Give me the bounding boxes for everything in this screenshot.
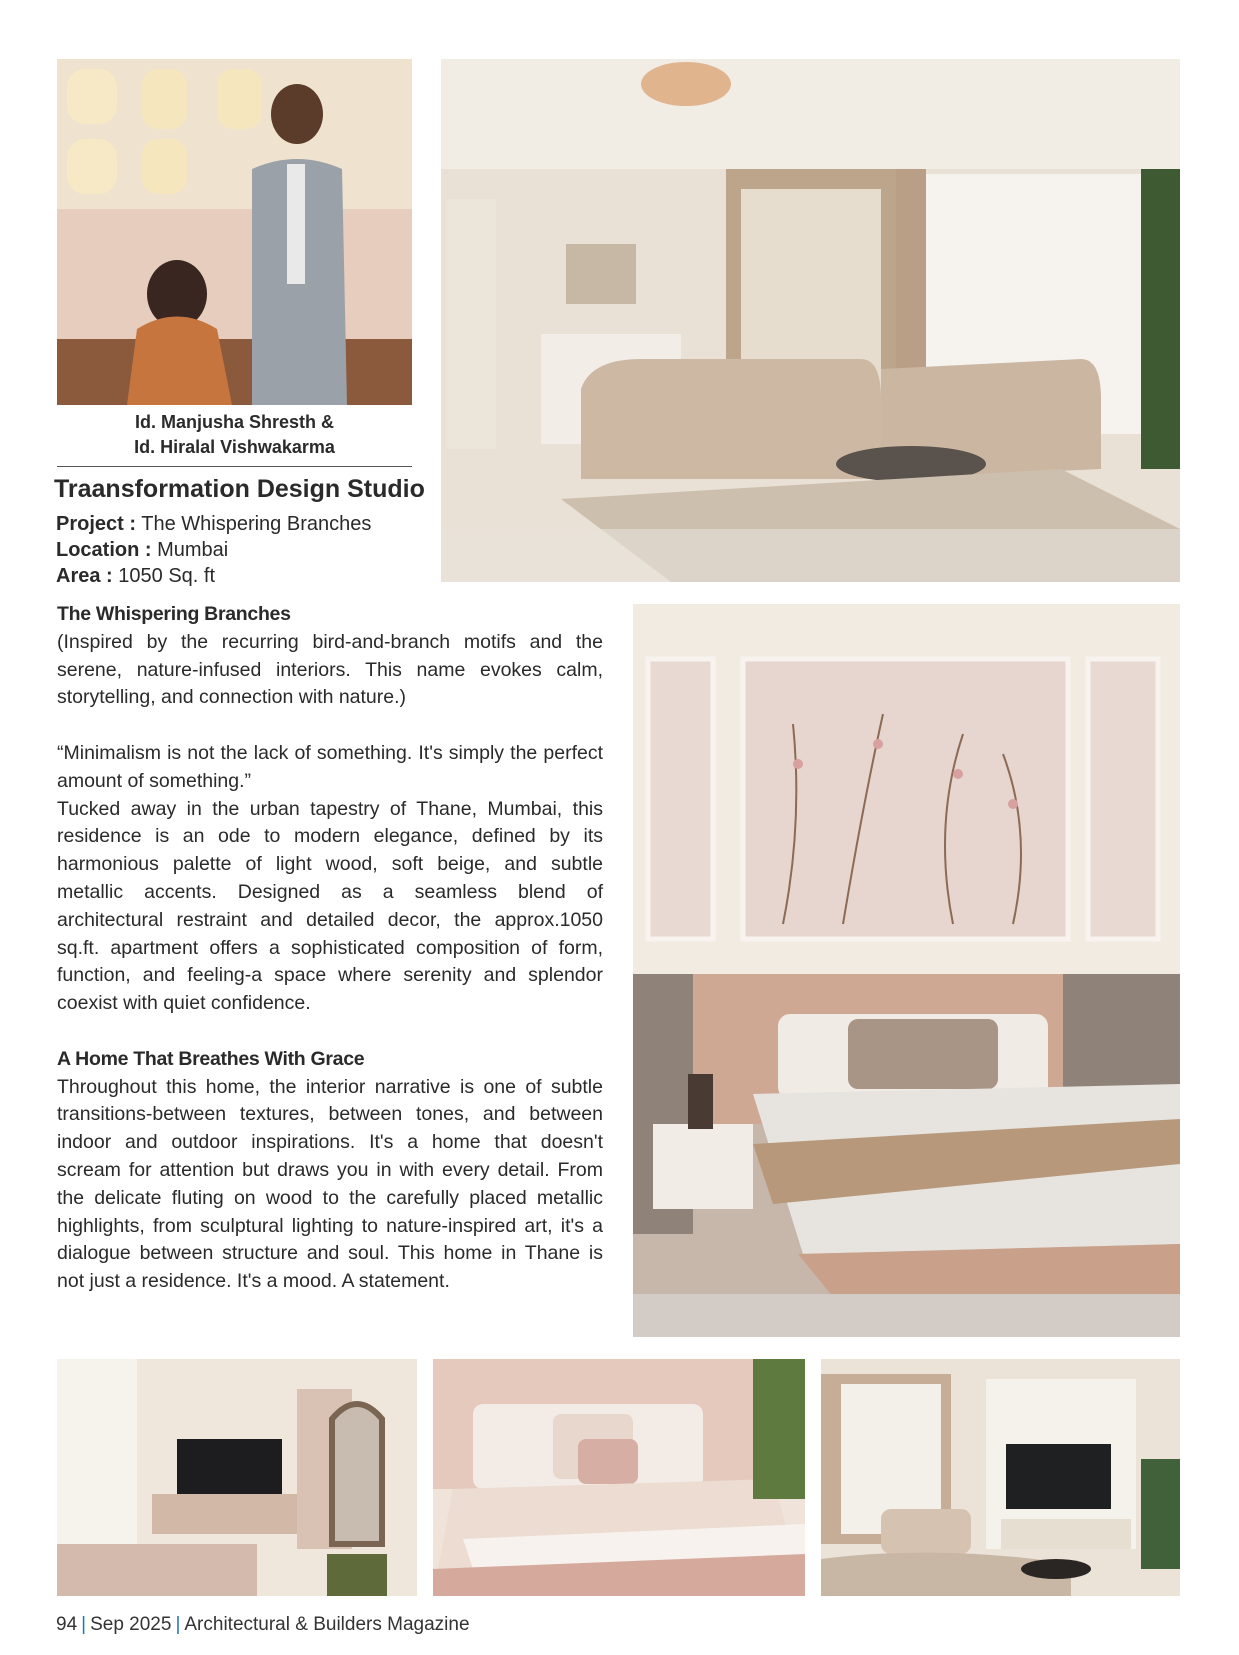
area-value: 1050 Sq. ft: [118, 565, 216, 587]
caption-divider: [57, 466, 412, 467]
designers-caption: [57, 410, 412, 460]
footer-separator: |: [81, 1614, 87, 1635]
living-room-photo: [441, 59, 1180, 582]
article-quote: “Minimalism is not the lack of something. It's simply the perfect amount of something.”: [57, 741, 603, 792]
article-paragraph-2: Throughout this home, the interior narrative is one of subtle transitions-between textures, between tones, and between indoor and outdoor inspirations. It's a home that doesn't scream for attention but draws you in with every detail. From the delicate fluting on wood to the carefully placed metallic highlights, from sculptural lighting to nature-inspired art, it's a dialogue between structure and soul. This home in Thane is not just a residence. It's a mood. A statement.: [57, 1075, 603, 1293]
designers-portrait-photo: [57, 59, 412, 405]
caption-line-2: Id. Hiralal Vishwakarma: [134, 437, 335, 457]
article-heading-1: The Whispering Branches: [57, 603, 291, 625]
caption-line-1: Id. Manjusha Shresth &: [134, 412, 335, 432]
location-label: Location :: [56, 539, 152, 561]
issue-date: Sep 2025: [90, 1614, 172, 1635]
paragraph-gap: [57, 712, 603, 740]
magazine-name: Architectural & Builders Magazine: [184, 1614, 470, 1635]
study-area-photo: [57, 1359, 417, 1596]
article-paragraph-1: Tucked away in the urban tapestry of Thane, Mumbai, this residence is an ode to modern elegance, defined by its harmonious palette of light wood, soft beige, and subtle metallic accents. Designed as a seamless blend of architectural restraint and detailed decor, the approx.1050 sq.ft. apartment offers a sophisticated composition of form, function, and feeling-a space where serenity and splendor coexist with quiet confidence.: [57, 797, 603, 1015]
article-body: [57, 601, 603, 1296]
page-footer: [56, 1614, 470, 1636]
project-value: The Whispering Branches: [141, 513, 372, 535]
page-number: 94: [56, 1614, 78, 1635]
paragraph-gap: [57, 1018, 603, 1046]
master-bedroom-photo: [633, 604, 1180, 1337]
footer-separator: |: [175, 1614, 181, 1635]
lounge-tv-photo: [821, 1359, 1180, 1596]
location-value: Mumbai: [157, 539, 229, 561]
area-label: Area :: [56, 565, 113, 587]
article-intro: (Inspired by the recurring bird-and-branch motifs and the serene, nature-infused interiors. This name evokes calm, storytelling, and connection with nature.): [57, 630, 603, 709]
project-meta: [56, 511, 426, 589]
studio-name: Traansformation Design Studio: [54, 475, 425, 503]
guest-bedroom-photo: [433, 1359, 805, 1596]
article-heading-2: A Home That Breathes With Grace: [57, 1047, 365, 1070]
project-label: Project :: [56, 513, 137, 535]
